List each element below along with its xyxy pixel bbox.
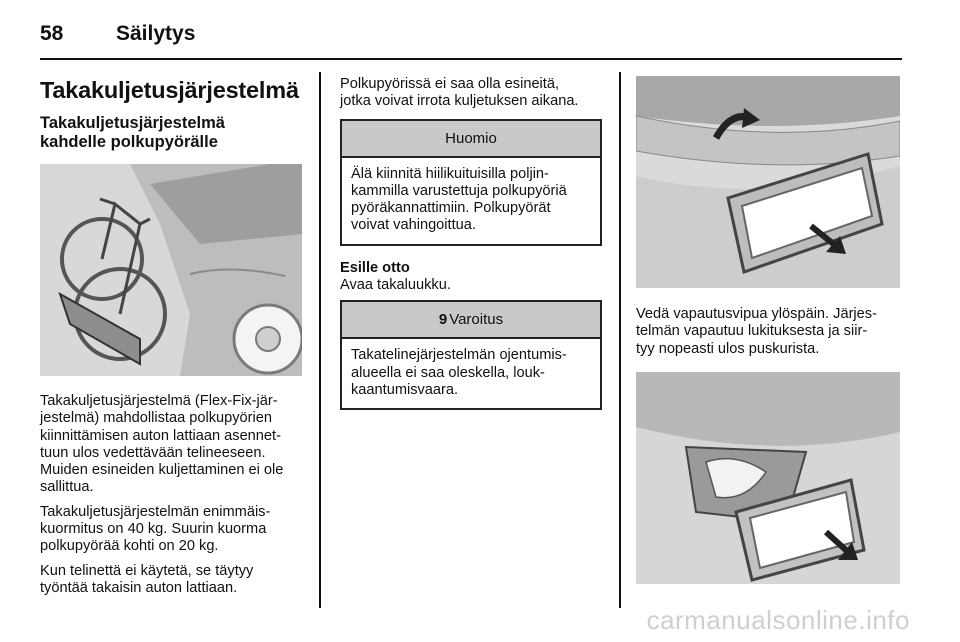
- page-header: [40, 22, 195, 46]
- notice-title: Huomio: [342, 121, 600, 158]
- intro-line: jotka voivat irrota kuljetuksen aikana.: [340, 93, 579, 110]
- header-rule: [40, 58, 902, 60]
- sub-heading: [40, 114, 304, 152]
- bike-carrier-image: [40, 164, 302, 376]
- warning-body: [342, 339, 600, 408]
- notice-line: voivat vahingoittua.: [351, 217, 476, 234]
- intro-paragraph: [340, 76, 602, 111]
- page-number: 58: [40, 22, 64, 45]
- paragraph-3: [40, 563, 304, 598]
- caption-line: telmän vapautuu lukituksesta ja siir-: [636, 323, 868, 340]
- p1-line: Takakuljetusjärjestelmä (Flex-Fix-jär-: [40, 393, 278, 409]
- section-title: Säilytys: [116, 22, 196, 45]
- caption-paragraph: [636, 306, 902, 358]
- p1-line: sallittua.: [40, 479, 94, 496]
- p3-line: työntää takaisin auton lattiaan.: [40, 579, 238, 596]
- p2-line: kuormitus on 40 kg. Suurin kuorma: [40, 521, 267, 538]
- column-divider-1: [319, 72, 321, 608]
- warning-icon: 9: [438, 311, 448, 329]
- column-3: [636, 76, 902, 584]
- column-2: [340, 76, 602, 410]
- release-lever-image: [636, 76, 900, 288]
- intro-line: Polkupyörissä ei saa olla esineitä,: [340, 76, 560, 92]
- warning-line: kaantumisvaara.: [351, 381, 459, 398]
- notice-line: kammilla varustettuja polkupyöriä: [351, 182, 567, 199]
- p3-line: Kun telinettä ei käytetä, se täytyy: [40, 562, 254, 579]
- p1-line: Muiden esineiden kuljettaminen ei ole: [40, 462, 284, 479]
- warning-title: Varoitus: [449, 311, 504, 329]
- column-divider-2: [619, 72, 621, 608]
- p2-line: polkupyörää kohti on 20 kg.: [40, 538, 219, 555]
- section-heading: Esille otto: [340, 259, 410, 276]
- warning-line: Takatelinejärjestelmän ojentumis-: [351, 347, 567, 364]
- paragraph-2: [40, 504, 304, 556]
- sub-heading-line-2: kahdelle polkupyörälle: [40, 133, 218, 151]
- notice-body: [342, 158, 600, 244]
- watermark: carmanualsonline.info: [646, 605, 910, 635]
- p1-line: tuun ulos vedettävään telineeseen.: [40, 444, 266, 461]
- notice-line: Älä kiinnitä hiilikuituisilla poljin-: [351, 165, 549, 182]
- warning-box: [340, 300, 602, 410]
- paragraph-1: [40, 393, 304, 497]
- p1-line: jestelmä) mahdollistaa polkupyörien: [40, 410, 272, 427]
- column-1: [40, 76, 304, 604]
- caption-line: tyy nopeasti ulos puskurista.: [636, 340, 820, 357]
- section-text: Avaa takaluukku.: [340, 277, 451, 294]
- carrier-extended-image: [636, 372, 900, 584]
- sub-heading-line-1: Takakuljetusjärjestelmä: [40, 114, 225, 132]
- warning-line: alueella ei saa oleskella, louk-: [351, 364, 545, 381]
- p1-line: kiinnittämisen auton lattiaan asennet-: [40, 427, 281, 444]
- p2-line: Takakuljetusjärjestelmän enimmäis-: [40, 503, 271, 520]
- notice-line: pyöräkannattimiin. Polkupyörät: [351, 200, 551, 217]
- warning-header: [342, 302, 600, 339]
- notice-box: [340, 119, 602, 246]
- caption-line: Vedä vapautusvipua ylöspäin. Järjes-: [636, 306, 877, 322]
- main-heading: Takakuljetusjärjestelmä: [40, 77, 299, 103]
